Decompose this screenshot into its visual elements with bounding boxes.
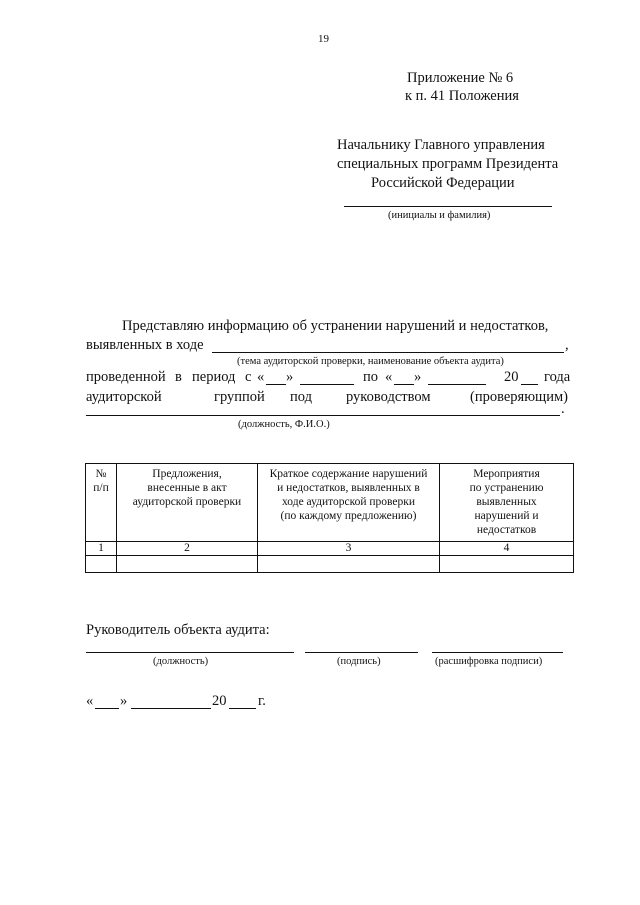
- body-line1: Представляю информацию об устранении нарушений и недостатков,: [122, 318, 549, 334]
- table-cell: [440, 556, 574, 573]
- date-year-suffix: г.: [258, 693, 266, 709]
- group-word-5: (проверяющим): [470, 389, 568, 405]
- addressee-line3: Российской Федерации: [371, 175, 515, 191]
- day-start-line: [266, 384, 286, 385]
- group-word-3: под: [290, 389, 312, 405]
- position-fill-line: [86, 415, 560, 416]
- addressee-name-line: [344, 206, 552, 207]
- date-day-line: [95, 708, 119, 709]
- year-line: [521, 384, 538, 385]
- month-end-line: [428, 384, 486, 385]
- group-word-2: группой: [214, 389, 265, 405]
- year-prefix: 20: [504, 369, 519, 385]
- body-line2-start: выявленных в ходе: [86, 337, 204, 353]
- body-line2-comma: ,: [565, 337, 569, 353]
- group-word-1: аудиторской: [86, 389, 162, 405]
- position-caption: (должность, Ф.И.О.): [238, 419, 330, 430]
- table-cell: [117, 556, 258, 573]
- date-month-line: [131, 708, 211, 709]
- month-start-line: [300, 384, 354, 385]
- period-quote-close-2: »: [414, 369, 422, 385]
- date-year-prefix: 20: [212, 693, 227, 709]
- day-end-line: [394, 384, 414, 385]
- signature-heading: Руководитель объекта аудита:: [86, 622, 270, 638]
- signature-sign-line: [305, 652, 418, 653]
- page-number: 19: [318, 33, 329, 45]
- table-numbering-row: [86, 542, 574, 556]
- numbering-cell: 1: [86, 542, 117, 556]
- period-quote-open-2: «: [385, 369, 393, 385]
- appendix-line2: к п. 41 Положения: [405, 88, 519, 104]
- numbering-cell: 4: [440, 542, 574, 556]
- period-word-4: с: [245, 369, 252, 385]
- table-row: [86, 556, 574, 573]
- header-cell-measures: Мероприятия по устранению выявленных нарушений и недостатков: [440, 464, 574, 542]
- period-quote-open-1: «: [257, 369, 265, 385]
- date-quote-close: »: [120, 693, 128, 709]
- table-cell: [258, 556, 440, 573]
- header-cell-proposals: Предложения, внесенные в акт аудиторской проверки: [117, 464, 258, 542]
- period-word-3: период: [192, 369, 236, 385]
- signature-decoding-line: [432, 652, 563, 653]
- body-period: .: [561, 401, 565, 417]
- measures-table: [85, 463, 574, 573]
- addressee-caption: (инициалы и фамилия): [388, 210, 491, 221]
- period-word-2: в: [175, 369, 182, 385]
- date-year-line: [229, 708, 256, 709]
- period-word-1: проведенной: [86, 369, 166, 385]
- addressee-line1: Начальнику Главного управления: [337, 137, 545, 153]
- period-quote-close-1: »: [286, 369, 294, 385]
- signature-position-line: [86, 652, 294, 653]
- year-word: года: [544, 369, 571, 385]
- numbering-cell: 3: [258, 542, 440, 556]
- appendix-line1: Приложение № 6: [407, 70, 514, 86]
- topic-caption: (тема аудиторской проверки, наименование объекта аудита): [237, 356, 504, 367]
- date-quote-open: «: [86, 693, 94, 709]
- group-word-4: руководством: [346, 389, 431, 405]
- signature-position-caption: (должность): [153, 656, 209, 667]
- topic-fill-line: [212, 352, 564, 353]
- header-cell-number: № п/п: [86, 464, 117, 542]
- addressee-line2: специальных программ Президента: [337, 156, 559, 172]
- signature-sign-caption: (подпись): [337, 656, 381, 667]
- header-cell-summary: Краткое содержание нарушений и недостатков, выявленных в ходе аудиторской проверки (по каждому предложению): [258, 464, 440, 542]
- period-word-po: по: [363, 369, 379, 385]
- signature-decoding-caption: (расшифровка подписи): [435, 656, 543, 667]
- numbering-cell: 2: [117, 542, 258, 556]
- table-header-row: [86, 464, 574, 542]
- table-cell: [86, 556, 117, 573]
